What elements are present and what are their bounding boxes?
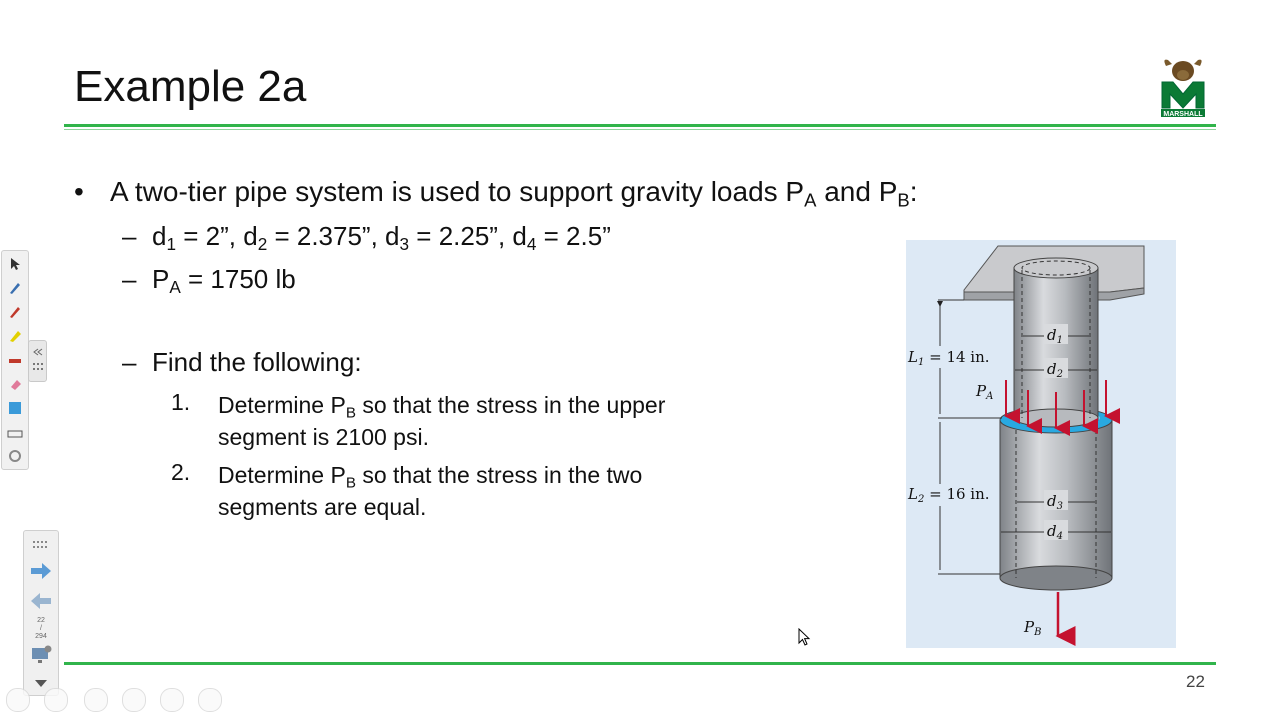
slide-navigation-panel [23, 530, 59, 696]
select-arrow-icon[interactable] [7, 256, 23, 272]
slides-overview-icon[interactable] [122, 688, 146, 712]
highlighter-icon[interactable] [7, 328, 23, 344]
keyboard-icon[interactable] [7, 426, 23, 442]
next-slide-arrow-icon[interactable] [29, 561, 53, 581]
top-rule [64, 124, 1216, 127]
pen-color-icon[interactable] [7, 304, 23, 320]
slide-title: Example 2a [74, 62, 307, 111]
logo-letter: M [1183, 89, 1184, 90]
annotation-toolbar [1, 250, 29, 470]
bullet-symbol: • [74, 176, 84, 207]
label-L2: $L_2 = 16$ in. [908, 485, 990, 505]
marshall-logo [1158, 56, 1208, 118]
toolbar-collapse-tab[interactable] [28, 340, 47, 382]
eraser-icon[interactable] [7, 376, 23, 392]
back-icon[interactable] [6, 688, 30, 712]
ruler-pen-icon[interactable] [7, 352, 23, 368]
page-counter[interactable]: 22 / 294 [35, 617, 47, 640]
grid-handle-icon[interactable] [29, 535, 53, 555]
top-rule-light [64, 129, 1216, 130]
page-number: 22 [1186, 672, 1205, 691]
label-PA: $P_A$ [976, 382, 994, 402]
label-d1: $d_1$ [1047, 326, 1063, 346]
mouse-cursor-icon [798, 628, 812, 648]
bottom-rule [64, 662, 1216, 665]
text-box-icon[interactable] [7, 400, 23, 416]
presenter-screen-icon[interactable] [29, 645, 53, 665]
label-d2: $d_2$ [1047, 360, 1063, 380]
label-PB: $P_B$ [1024, 618, 1042, 638]
previous-slide-arrow-icon[interactable] [29, 591, 53, 611]
pen-tool-icon[interactable] [84, 688, 108, 712]
bullet-text: A two-tier pipe system is used to support gravity loads $P_A$ and $P_B$: [110, 176, 918, 211]
more-options-icon[interactable] [198, 688, 222, 712]
forward-icon[interactable] [44, 688, 68, 712]
settings-icon[interactable] [7, 448, 23, 464]
label-L1: $L_1 = 14$ in. [908, 348, 990, 368]
label-d4: $d_4$ [1047, 522, 1063, 542]
double-chevron-left-icon [29, 341, 46, 381]
pen-icon[interactable] [7, 280, 23, 296]
logo-text: MARSHALL [1163, 111, 1203, 118]
pipe-figure [906, 240, 1176, 648]
zoom-icon[interactable] [160, 688, 184, 712]
label-d3: $d_3$ [1047, 492, 1063, 512]
